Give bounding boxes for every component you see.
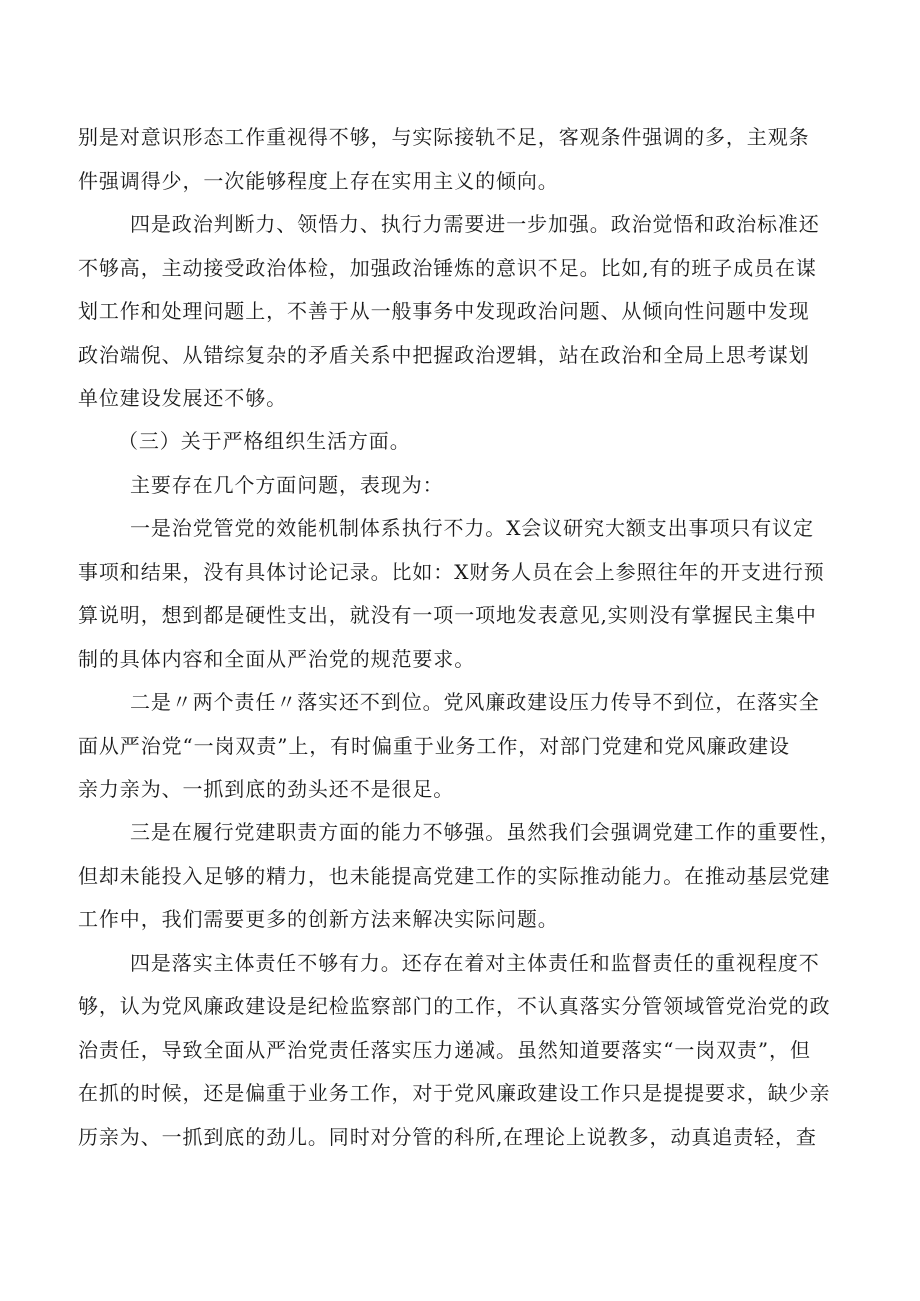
text-line: 算说明，想到都是硬性支出，就没有一项一项地发表意见,实则没有掌握民主集中 [78, 603, 817, 627]
text-line: 件强调得少，一次能够程度上存在实用主义的倾向。 [78, 169, 559, 193]
paragraph-start-line: 四是落实主体责任不够有力。还存在着对主体责任和监督责任的重视程度不 [130, 951, 820, 975]
text-line: 在抓的时候，还是偏重于业务工作，对于党风廉政建设工作只是提提要求，缺少亲 [78, 1081, 831, 1105]
text-line: 政治端倪、从错综复杂的矛盾关系中把握政治逻辑，站在政治和全局上思考谋划 [78, 343, 810, 367]
text-line: 单位建设发展还不够。 [78, 386, 287, 410]
text-line: 制的具体内容和全面从严治党的规范要求。 [78, 647, 476, 671]
text-line: 不够高，主动接受政治体检，加强政治锤炼的意识不足。比如,有的班子成员在谋 [78, 256, 817, 280]
text-line: 事项和结果，没有具体讨论记录。比如：X财务人员在会上参照往年的开支进行预 [78, 560, 825, 584]
paragraph-start-line: 主要存在几个方面问题，表现为： [130, 473, 444, 497]
paragraph-start-line: 四是政治判断力、领悟力、执行力需要进一步加强。政治觉悟和政治标准还 [130, 212, 820, 236]
text-line: 但却未能投入足够的精力，也未能提高党建工作的实际推动能力。在推动基层党建 [78, 864, 831, 888]
text-line: 别是对意识形态工作重视得不够，与实际接轨不足，客观条件强调的多，主观条 [78, 125, 810, 149]
paragraph-start-line: 二是〃两个责任〃落实还不到位。党风廉政建设压力传导不到位，在落实全 [130, 690, 820, 714]
paragraph-start-line: 三是在履行党建职责方面的能力不够强。虽然我们会强调党建工作的重要性， [130, 820, 841, 844]
text-line: 划工作和处理问题上，不善于从一般事务中发现政治问题、从倾向性问题中发现 [78, 299, 810, 323]
section-heading: （三）关于严格组织生活方面。 [118, 429, 411, 453]
text-line: 治责任，导致全面从严治党责任落实压力递减。虽然知道要落实“一岗双责”，但 [78, 1038, 811, 1062]
text-line: 亲力亲为、一抓到底的劲头还不是很足。 [78, 777, 455, 801]
paragraph-start-line: 一是治党管党的效能机制体系执行不力。X会议研究大额支出事项只有议定 [130, 516, 814, 540]
text-line: 历亲为、一抓到底的劲儿。同时对分管的科所,在理论上说教多，动真追责轻，查 [78, 1125, 817, 1149]
text-line: 工作中，我们需要更多的创新方法来解决实际问题。 [78, 907, 559, 931]
text-line: 够，认为党风廉政建设是纪检监察部门的工作，不认真落实分管领域管党治党的政 [78, 994, 831, 1018]
text-line: 面从严治党“一岗双责”上，有时偏重于业务工作，对部门党建和党风廉政建设 [78, 734, 790, 758]
